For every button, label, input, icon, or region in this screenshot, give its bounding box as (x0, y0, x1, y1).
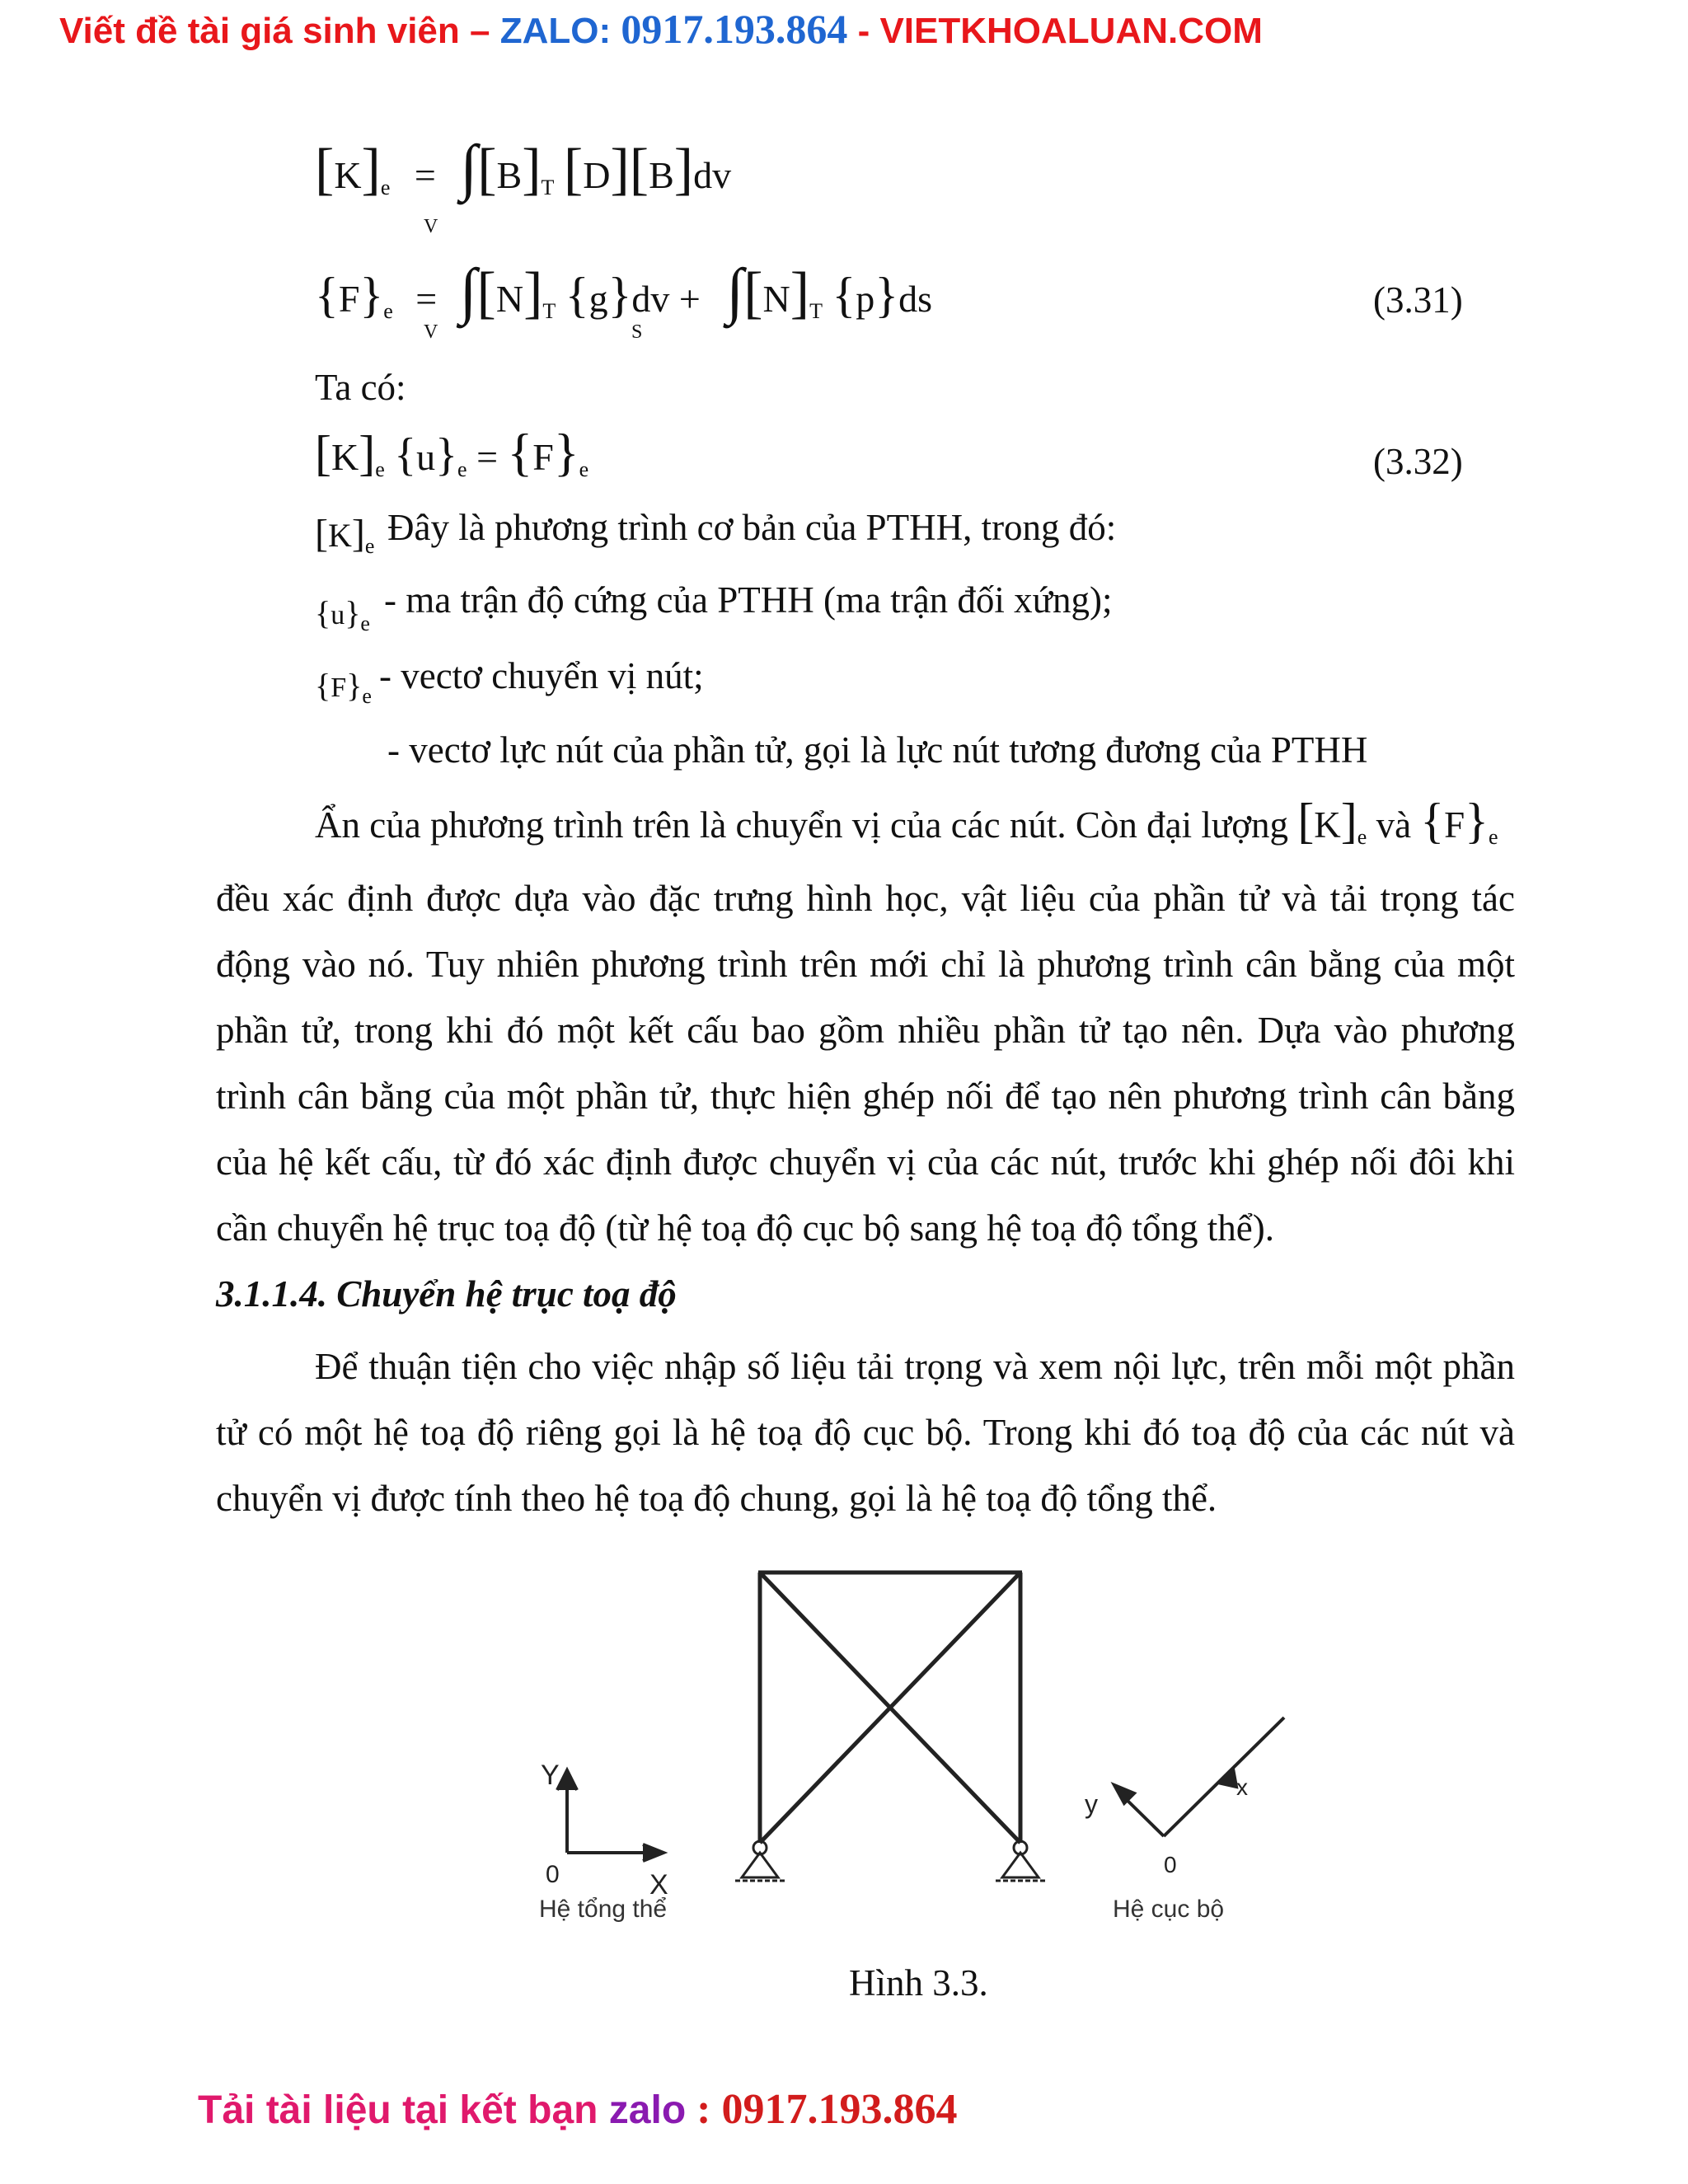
eq-sub-e: e (360, 612, 370, 635)
eq-limit-s: S (631, 321, 643, 343)
paragraph-1-start: Ẩn của phương trình trên là chuyển vị của các nút. Còn đại lượng (315, 804, 1289, 846)
equation-f: $\{F\}_e = \int[N]_T$ $\{g\}dv + \int[N]_T$ {p}ds (315, 256, 932, 326)
eq-limit-v2: V (424, 321, 438, 343)
local-y-label: y (1085, 1789, 1098, 1819)
eq-b2: B (649, 154, 674, 196)
global-x-label: X (649, 1869, 668, 1900)
eq-f-symbol: F (1444, 804, 1465, 846)
header-site: - VIETKHOALUAN.COM (847, 11, 1263, 51)
eq-d: D (583, 154, 611, 196)
equation-k: $[K]_e = \int[B]_T$ [D][B]dv (315, 133, 732, 202)
header-banner (59, 5, 1263, 53)
equation-kuf: $[K]_e$ $\{u\}_e = \{F\}_e$ (315, 423, 589, 481)
eq-sub-e: e (1357, 825, 1367, 849)
eq-limit-v1: V (424, 216, 438, 237)
paragraph-1-body: đều xác định được dựa vào đặc trưng hình học, vật liệu của phần tử và tải trọng tác động vào nó. Tuy nhiên phương trình trên mới chỉ là phương trình cân bằng của một phần tử, trong khi đó một kết cấu bao gồm nhiều phần tử tạo nên. Dựa vào phương trình cân bằng của một phần tử, thực hiện ghép nối để tạo nên phương trình cân bằng của hệ kết cấu, từ đó xác định được chuyển vị của các nút, trước khi ghép nối đôi khi cần chuyển hệ trục toạ độ (từ hệ toạ độ cục bộ sang hệ toạ độ tổng thể). (216, 878, 1515, 1249)
figure-coordinate-systems (0, 1549, 1688, 1945)
global-caption: Hệ tổng thể (539, 1896, 668, 1923)
eq-k-symbol: K (331, 436, 359, 478)
paragraph-1-line-1: Ẩn của phương trình trên là chuyển vị của các nút. Còn đại lượng $[K]_e$ và $\{F\}_e$ (315, 794, 1498, 849)
eq-sign: = (415, 278, 438, 320)
right-support (996, 1841, 1045, 1881)
eq-sub-e: e (362, 684, 372, 708)
ta-co-label: Ta có: (315, 367, 406, 408)
eq-u: u (416, 436, 436, 478)
eq-sub-t: T (541, 176, 555, 199)
def-k-symbol: $[K]_e$ (315, 512, 375, 558)
eq-sub-t: T (542, 299, 556, 323)
footer-banner (198, 2085, 957, 2134)
definition-line-4: - vectơ lực nút của phần tử, gọi là lực nút tương đương của PTHH (387, 729, 1368, 771)
eq-ds: ds (898, 278, 932, 320)
footer-zalo: zalo (608, 2088, 687, 2132)
header-phone: 0917.193.864 (621, 6, 848, 52)
eq-sub-t: T (809, 299, 823, 323)
eq-g: g (588, 278, 608, 320)
eq-b1: B (496, 154, 523, 196)
eq-k-symbol: K (334, 154, 362, 196)
eq-f-symbol: F (338, 278, 360, 320)
eq-k-symbol: K (327, 517, 352, 554)
footer-phone: : 0917.193.864 (686, 2086, 958, 2133)
paragraph-1-and: và (1376, 804, 1412, 846)
eq-sign: = (476, 436, 499, 478)
footer-text: Tải tài liệu tại kết bạn (198, 2088, 609, 2132)
equation-number-331: (3.31) (1373, 279, 1463, 321)
definition-line-2: - ma trận độ cứng của PTHH (ma trận đối xứng); (384, 579, 1113, 621)
eq-sub-e: e (579, 457, 589, 481)
left-support (735, 1841, 785, 1881)
def-u-symbol: $\{u\}_e$ (315, 594, 370, 635)
section-heading: 3.1.1.4. Chuyển hệ trục toạ độ (216, 1273, 677, 1315)
eq-sub-e: e (380, 176, 391, 199)
eq-f-symbol: F (331, 673, 347, 703)
local-caption: Hệ cục bộ (1113, 1896, 1225, 1923)
def-f-symbol: $\{F\}_e$ (315, 667, 372, 708)
eq-sub-e: e (1488, 825, 1498, 849)
eq-f-symbol: F (532, 436, 554, 478)
definition-line-1: Đây là phương trình cơ bản của PTHH, trong đó: (387, 507, 1117, 548)
eq-n1: N (495, 278, 524, 320)
eq-dv: dv (693, 154, 732, 196)
eq-n2: N (762, 278, 790, 320)
eq-sub-e: e (457, 457, 467, 481)
global-y-label: Y (541, 1760, 560, 1791)
definition-line-3: - vectơ chuyển vị nút; (379, 655, 704, 696)
eq-sub-e: e (383, 299, 393, 323)
local-x-label: x (1236, 1774, 1248, 1800)
global-axes (557, 1770, 663, 1861)
eq-p: p (856, 278, 875, 320)
eq-k-symbol: K (1314, 804, 1341, 846)
eq-sub-e: e (364, 534, 375, 558)
header-title: Viết đề tài giá sinh viên – (59, 11, 500, 51)
figure-caption: Hình 3.3. (849, 1962, 988, 2004)
header-zalo-label: ZALO: (499, 11, 621, 51)
local-origin-label: 0 (1164, 1852, 1177, 1877)
equation-number-332: (3.32) (1373, 441, 1463, 482)
eq-sign: = (414, 154, 436, 196)
global-origin-label: 0 (546, 1861, 560, 1888)
eq-dv2: dv + (631, 278, 701, 320)
local-axes (1114, 1718, 1284, 1836)
eq-sub-e: e (375, 457, 385, 481)
frame-structure (758, 1572, 1022, 1843)
paragraph-2: Để thuận tiện cho việc nhập số liệu tải trọng và xem nội lực, trên mỗi một phần tử có một hệ toạ độ riêng gọi là hệ toạ độ cục bộ. Trong khi đó toạ độ của các nút và chuyển vị được tính theo hệ toạ độ chung, gọi là hệ toạ độ tổng thể. (216, 1346, 1515, 1519)
